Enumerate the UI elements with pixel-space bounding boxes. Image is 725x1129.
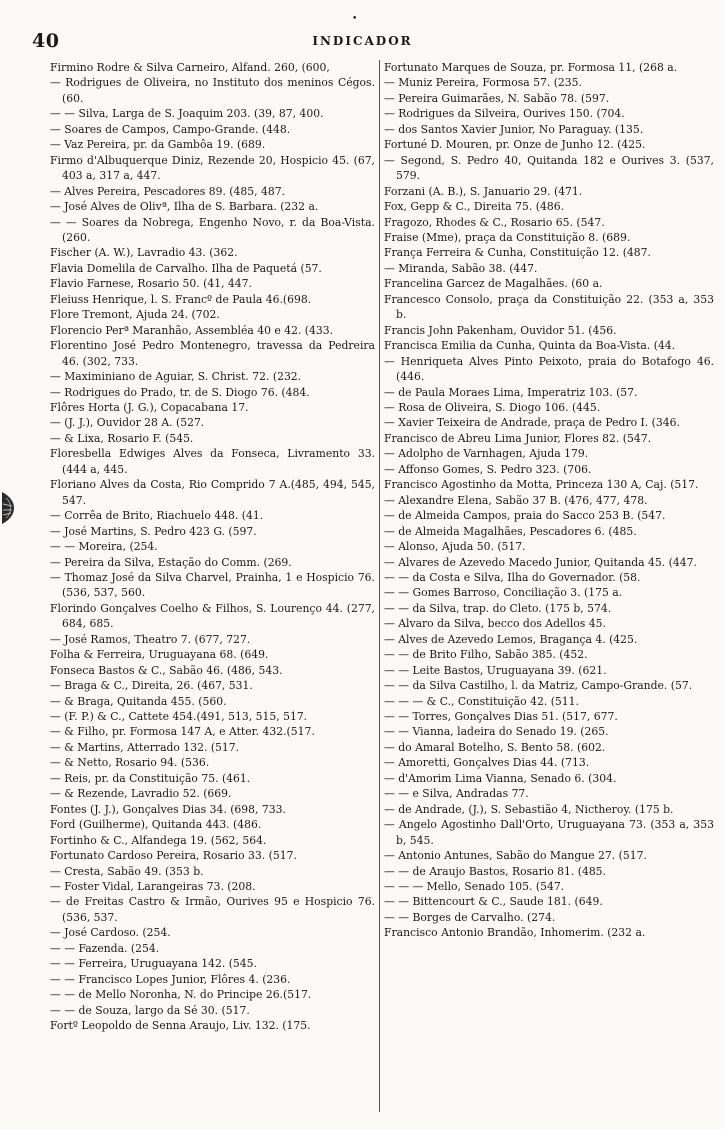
right-column [384, 60, 714, 1122]
page-title: INDICADOR [312, 34, 413, 48]
directory-entry: — de Andrade, (J.), S. Sebastião 4, Nictheroy. (175 b. [384, 802, 674, 816]
directory-entry: — — Borges de Carvalho. (274. [384, 910, 556, 924]
directory-entry: — — da Silva Castilho, l. da Matriz, Campo-Grande. (57. [384, 679, 693, 693]
directory-entry: — (F. P.) & C., Cattete 454.(491, 513, 515, 517. [50, 710, 308, 724]
directory-entry: — — Soares da Nobrega, Engenho Novo, r. da Boa-Vista. (260. [50, 215, 375, 244]
directory-entry: Fragozo, Rhodes & C., Rosario 65. (547. [384, 215, 605, 229]
directory-entry: — Alvaro da Silva, becco dos Adellos 45. [384, 617, 606, 631]
directory-entry: — — Silva, Larga de S. Joaquim 203. (39, 87, 400. [50, 107, 324, 121]
directory-entry: — Henriqueta Alves Pinto Peixoto, praia do Botafogo 46. (446. [384, 354, 714, 384]
directory-entry: — Alvares de Azevedo Macedo Junior, Quitanda 45. (447. [384, 555, 697, 569]
directory-entry: — Rosa de Oliveira, S. Diogo 106. (445. [384, 400, 601, 414]
directory-entry: — Pereira Guimarães, N. Sabão 78. (597. [384, 91, 610, 105]
directory-entry: — — Leite Bastos, Uruguayana 39. (621. [384, 663, 607, 677]
directory-entry: Florentino José Pedro Montenegro, travessa da Pedreira 46. (302, 733. [50, 339, 375, 368]
directory-entry: — & Filho, pr. Formosa 147 A, e Atter. 432.(517. [50, 725, 315, 739]
directory-entry: — — Francisco Lopes Junior, Flôres 4. (236. [50, 972, 291, 986]
directory-entry: — Antonio Antunes, Sabão do Mangue 27. (517. [384, 849, 647, 863]
column-divider [379, 60, 380, 1112]
directory-entry: — Affonso Gomes, S. Pedro 323. (706. [384, 462, 592, 476]
directory-entry: — Alonso, Ajuda 50. (517. [384, 540, 526, 554]
directory-entry: — — Ferreira, Uruguayana 142. (545. [50, 957, 257, 971]
page-number: 40 [32, 30, 60, 52]
directory-entry: — de Almeida Magalhães, Pescadores 6. (485. [384, 524, 637, 538]
directory-entry: — Adolpho de Varnhagen, Ajuda 179. [384, 447, 589, 461]
directory-entry: — & Netto, Rosario 94. (536. [50, 756, 210, 770]
directory-entry: — — Torres, Gonçalves Dias 51. (517, 677. [384, 710, 618, 724]
directory-entry: — de Paula Moraes Lima, Imperatriz 103. (57. [384, 385, 638, 399]
directory-entry: — do Amaral Botelho, S. Bento 58. (602. [384, 740, 606, 754]
directory-entry: Forzani (A. B.), S. Januario 29. (471. [384, 184, 583, 198]
directory-entry: Florindo Gonçalves Coelho & Filhos, S. Lourenço 44. (277, 684, 685. [50, 601, 375, 631]
directory-entry: — — de Mello Noronha, N. do Principe 26.(517. [50, 988, 312, 1002]
directory-entry: Francis John Pakenham, Ouvidor 51. (456. [384, 323, 617, 337]
directory-entry: — Reis, pr. da Constituição 75. (461. [50, 771, 251, 785]
directory-entry: Fischer (A. W.), Lavradio 43. (362. [50, 246, 238, 260]
directory-entry: Francisco Agostinho da Motta, Princeza 130 A, Caj. (517. [384, 478, 699, 492]
directory-entry: Flôres Horta (J. G.), Copacabana 17. [50, 400, 249, 414]
directory-entry: Firmo d'Albuquerque Diniz, Rezende 20, Hospicio 45. (67, 403 a, 317 a, 447. [50, 153, 375, 183]
directory-entry: — Rodrigues do Prado, tr. de S. Diogo 76. (484. [50, 385, 310, 399]
directory-entry: Francesco Consolo, praça da Constituição 22. (353 a, 353 b. [384, 292, 714, 322]
directory-entry: Fortinho & C., Alfandega 19. (562, 564. [50, 833, 267, 847]
header-mark: • [352, 14, 358, 24]
directory-entry: Floresbella Edwiges Alves da Fonseca, Livramento 33. (444 a, 445. [50, 447, 375, 476]
directory-entry: — Braga & C., Direita, 26. (467, 531. [50, 679, 253, 693]
directory-entry: — Thomaz José da Silva Charvel, Prainha, 1 e Hospicio 76. (536, 537, 560. [50, 570, 375, 600]
directory-entry: Firmino Rodre & Silva Carneiro, Alfand. 260, (600, [50, 61, 330, 74]
directory-entry: — de Freitas Castro & Irmão, Ourives 95 e Hospicio 76. (536, 537. [50, 895, 375, 924]
directory-entry: Floriano Alves da Costa, Rio Comprido 7 A.(485, 494, 545, 547. [50, 478, 375, 507]
directory-entry: — (J. J.), Ouvidor 28 A. (527. [50, 416, 205, 430]
directory-entry: — Muniz Pereira, Formosa 57. (235. [384, 76, 582, 90]
directory-entry: — Angelo Agostinho Dall'Orto, Uruguayana 73. (353 a, 353 b, 545. [384, 818, 714, 847]
directory-entry: — Soares de Campos, Campo-Grande. (448. [50, 122, 291, 136]
directory-entry: — Vaz Pereira, pr. da Gambôa 19. (689. [50, 138, 266, 152]
directory-entry: — — Vianna, ladeira do Senado 19. (265. [384, 725, 609, 739]
directory-entry: — José Ramos, Theatro 7. (677, 727. [50, 632, 251, 646]
directory-entry: — Rodrigues de Oliveira, no Instituto dos meninos Cégos. (60. [50, 76, 375, 105]
directory-entry: Fox, Gepp & C., Direita 75. (486. [384, 200, 565, 214]
left-column [50, 60, 375, 1122]
directory-entry: Francisco Antonio Brandão, Inhomerim. (232 a. [384, 926, 646, 940]
directory-entry: — & Lixa, Rosario F. (545. [50, 431, 194, 445]
directory-entry: — & Braga, Quitanda 455. (560. [50, 694, 227, 708]
directory-entry: — José Martins, S. Pedro 423 G. (597. [50, 524, 257, 538]
directory-entry: — — Moreira, (254. [50, 540, 158, 554]
directory-entry: Fontes (J. J.), Gonçalves Dias 34. (698, 733. [50, 802, 286, 816]
directory-entry: França Ferreira & Cunha, Constituição 12. (487. [384, 246, 651, 260]
directory-entry: — Xavier Teixeira de Andrade, praça de Pedro I. (346. [384, 416, 680, 430]
directory-entry: — — — & C., Constituição 42. (511. [384, 694, 579, 708]
directory-entry: — — da Costa e Silva, Ilha do Governador. (58. [384, 570, 641, 584]
directory-entry: — Rodrigues da Silveira, Ourives 150. (704. [384, 107, 625, 121]
directory-entry: Fonseca Bastos & C., Sabão 46. (486, 543. [50, 663, 283, 677]
directory-entry: Francelina Garcez de Magalhães. (60 a. [384, 277, 603, 291]
directory-entry: — d'Amorim Lima Vianna, Senado 6. (304. [384, 771, 617, 785]
directory-entry: — — da Silva, trap. do Cleto. (175 b, 574. [384, 601, 612, 615]
directory-entry: — Alves de Azevedo Lemos, Bragança 4. (425. [384, 632, 638, 646]
directory-entry: Flore Tremont, Ajuda 24. (702. [50, 308, 220, 322]
directory-entry: — — Gomes Barroso, Conciliação 3. (175 a. [384, 586, 623, 600]
directory-entry: Florencio Perª Maranhão, Assembléa 40 e 42. (433. [50, 323, 334, 337]
directory-entry: Fraise (Mme), praça da Constituição 8. (689. [384, 230, 631, 244]
directory-entry: Fortº Leopoldo de Senna Araujo, Liv. 132. (175. [50, 1019, 311, 1033]
directory-entry: — Corrêa de Brito, Riachuelo 448. (41. [50, 509, 264, 523]
directory-entry: — Cresta, Sabão 49. (353 b. [50, 864, 204, 878]
directory-entry: — Segond, S. Pedro 40, Quitanda 182 e Ourives 3. (537, 579. [384, 153, 714, 183]
directory-entry: Flavia Domelila de Carvalho. Ilha de Paquetá (57. [50, 261, 322, 275]
directory-entry: — — de Souza, largo da Sé 30. (517. [50, 1003, 250, 1017]
directory-entry: — Maximiniano de Aguiar, S. Christ. 72. (232. [50, 370, 302, 384]
directory-entry: — José Cardoso. (254. [50, 926, 171, 940]
directory-entry: — de Almeida Campos, praia do Sacco 253 B. (547. [384, 509, 666, 523]
directory-entry: — dos Santos Xavier Junior, No Paraguay. (135. [384, 122, 644, 136]
directory-entry: Fortunato Marques de Souza, pr. Formosa 11, (268 a. [384, 61, 678, 74]
directory-entry: — — Bittencourt & C., Saude 181. (649. [384, 895, 603, 909]
directory-entry: — José Alves de Olivª, Ilha de S. Barbara. (232 a. [50, 200, 319, 214]
directory-entry: — Alves Pereira, Pescadores 89. (485, 487. [50, 184, 286, 198]
directory-entry: — — e Silva, Andradas 77. [384, 787, 529, 801]
directory-entry: — Foster Vidal, Larangeiras 73. (208. [50, 880, 256, 894]
directory-entry: — — — Mello, Senado 105. (547. [384, 880, 565, 894]
directory-entry: Folha & Ferreira, Uruguayana 68. (649. [50, 648, 269, 662]
binding-clip-mark [0, 488, 26, 528]
directory-entry: Francisca Emilia da Cunha, Quinta da Boa-Vista. (44. [384, 339, 676, 353]
directory-entry: — & Rezende, Lavradio 52. (669. [50, 787, 232, 801]
directory-entry: Francisco de Abreu Lima Junior, Flores 82. (547. [384, 431, 652, 445]
directory-entry: Fortuné D. Mouren, pr. Onze de Junho 12. (425. [384, 138, 646, 152]
directory-entry: Fleiuss Henrique, l. S. Francº de Paula 46.(698. [50, 292, 312, 306]
directory-entry: Ford (Guilherme), Quitanda 443. (486. [50, 818, 262, 832]
directory-entry: — Alexandre Elena, Sabão 37 B. (476, 477, 478. [384, 493, 648, 507]
directory-entry: — Miranda, Sabão 38. (447. [384, 261, 538, 275]
directory-entry: Fortunato Cardoso Pereira, Rosario 33. (517. [50, 849, 297, 863]
directory-entry: — & Martins, Atterrado 132. (517. [50, 740, 240, 754]
directory-entry: — — de Brito Filho, Sabão 385. (452. [384, 648, 588, 662]
directory-entry: — Pereira da Silva, Estação do Comm. (269. [50, 555, 292, 569]
directory-entry: — Amoretti, Gonçalves Dias 44. (713. [384, 756, 590, 770]
directory-entry: Flavio Farnese, Rosario 50. (41, 447. [50, 277, 252, 291]
directory-entry: — — Fazenda. (254. [50, 941, 160, 955]
directory-entry: — — de Araujo Bastos, Rosario 81. (485. [384, 864, 606, 878]
